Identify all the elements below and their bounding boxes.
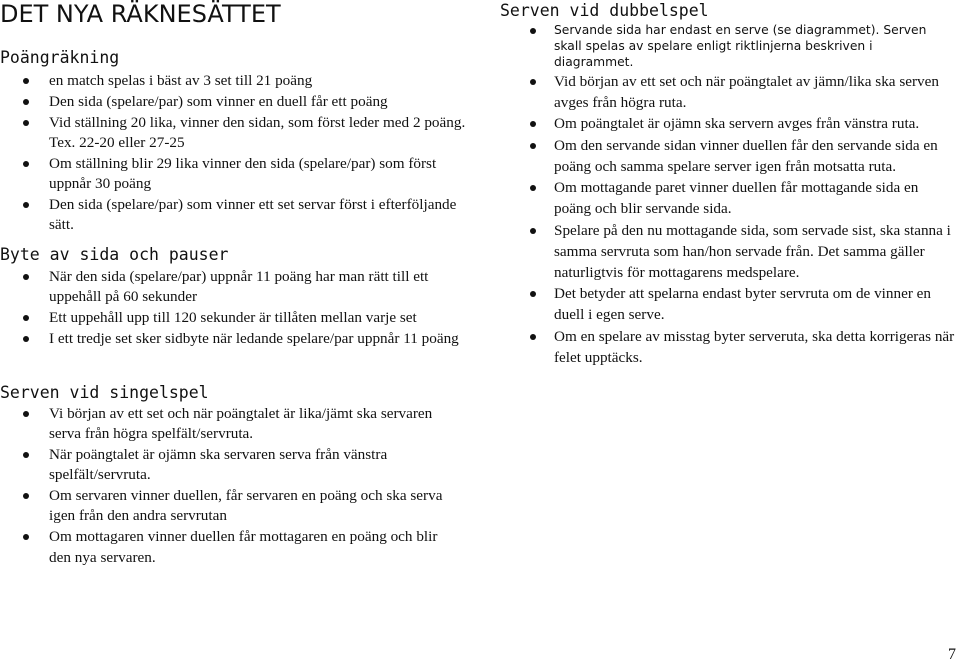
list-item: Om mottagande paret vinner duellen får mottagande sida en poäng och blir servande sida. xyxy=(500,177,955,219)
list-item: Om en spelare av misstag byter serveruta, ska detta korrigeras när felet upptäcks. xyxy=(500,326,955,368)
list-item: Den sida (spelare/par) som vinner en duell får ett poäng xyxy=(0,92,470,112)
list-item: Om servaren vinner duellen, får servaren en poäng och ska serva igen från den andra servrutan xyxy=(0,486,450,527)
page-number: 7 xyxy=(948,646,956,663)
list-item: Om ställning blir 29 lika vinner den sida (spelare/par) som först uppnår 30 poäng xyxy=(0,154,470,195)
list-item: I ett tredje set sker sidbyte när ledande spelare/par uppnår 11 poäng xyxy=(0,329,470,349)
list-byte-av-sida xyxy=(0,267,470,350)
list-item: en match spelas i bäst av 3 set till 21 poäng xyxy=(0,71,470,91)
list-item: När poängtalet är ojämn ska servaren serva från vänstra spelfält/servruta. xyxy=(0,445,450,486)
list-item: Spelare på den nu mottagande sida, som servade sist, ska stanna i samma servruta som han/hon servade från. Det samma gäller naturligtvis för mottagarens medspelare. xyxy=(500,220,955,283)
list-serven-singelspel xyxy=(0,404,450,568)
list-item: Vi början av ett set och när poängtalet är lika/jämt ska servaren serva från högra spelfält/servruta. xyxy=(0,404,450,445)
list-item: Om poängtalet är ojämn ska servern avges från vänstra ruta. xyxy=(500,113,955,134)
list-item: Servande sida har endast en serve (se diagrammet). Serven skall spelas av spelare enligt riktlinjerna beskriven i diagrammet. xyxy=(500,22,955,70)
heading-serven-singelspel: Serven vid singelspel xyxy=(0,383,209,402)
heading-serven-dubbelspel: Serven vid dubbelspel xyxy=(500,1,709,20)
list-item: Vid ställning 20 lika, vinner den sidan, som först leder med 2 poäng. Tex. 22-20 eller 27-25 xyxy=(0,113,470,154)
list-item: Den sida (spelare/par) som vinner ett set servar först i efterföljande sätt. xyxy=(0,195,470,236)
list-serven-dubbelspel xyxy=(500,22,955,368)
list-item: Om mottagaren vinner duellen får mottagaren en poäng och blir den nya servaren. xyxy=(0,527,450,568)
list-item: När den sida (spelare/par) uppnår 11 poäng har man rätt till ett uppehåll på 60 sekunder xyxy=(0,267,470,308)
list-item: Ett uppehåll upp till 120 sekunder är tillåten mellan varje set xyxy=(0,308,470,328)
list-item: Vid början av ett set och när poängtalet av jämn/lika ska serven avges från högra ruta. xyxy=(500,71,955,113)
heading-byte-av-sida: Byte av sida och pauser xyxy=(0,245,229,264)
list-item: Det betyder att spelarna endast byter servruta om de vinner en duell i egen serve. xyxy=(500,283,955,325)
heading-poangrakning: Poängräkning xyxy=(0,48,120,67)
list-item: Om den servande sidan vinner duellen får den servande sida en poäng och samma spelare server igen från motsatta ruta. xyxy=(500,135,955,177)
list-poangrakning xyxy=(0,71,470,236)
page-title: DET NYA RÄKNESÄTTET xyxy=(0,0,281,28)
